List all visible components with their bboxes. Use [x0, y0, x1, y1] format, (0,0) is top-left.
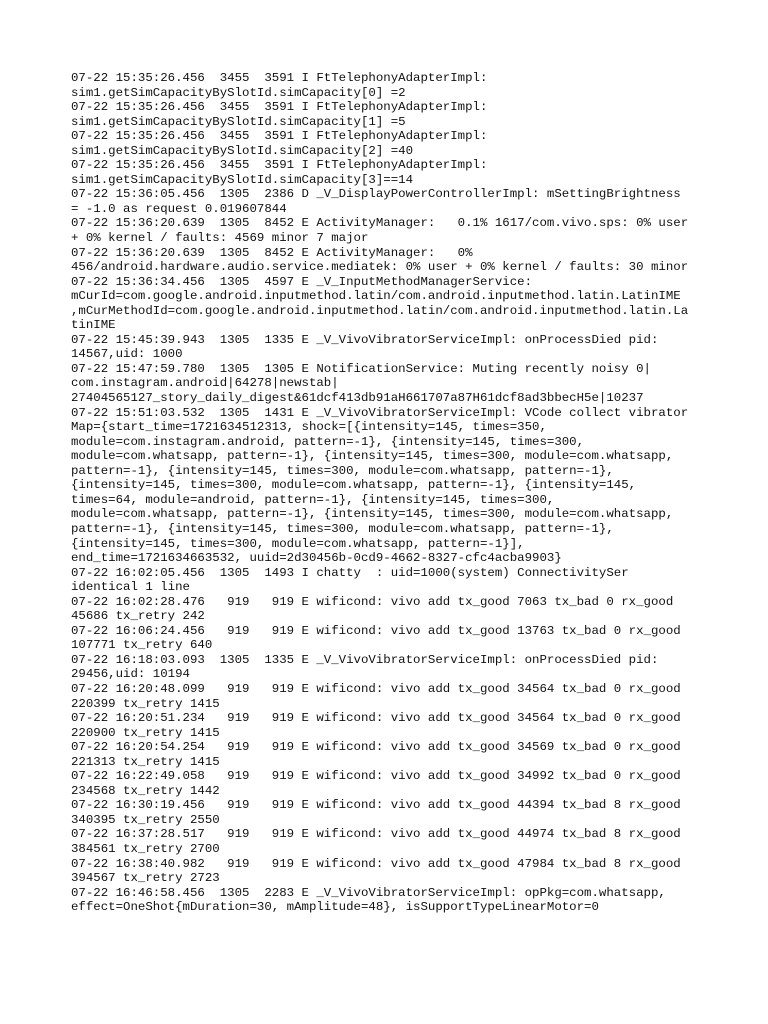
log-line: 27404565127_story_daily_digest&61dcf413db91aH661707a87H61dcf8ad3bbecH5e|10237 — [71, 391, 644, 406]
log-line: 220900 tx_retry 1415 — [71, 725, 220, 740]
log-line: 07-22 16:46:58.456 1305 2283 E _V_VivoVibratorServiceImpl: opPkg=com.whatsapp, — [71, 885, 666, 900]
log-line: {intensity=145, times=300, module=com.whatsapp, pattern=-1}, {intensity=145, — [71, 478, 637, 493]
log-line: 07-22 15:35:26.456 3455 3591 I FtTelephonyAdapterImpl: — [71, 100, 488, 115]
log-line: mCurId=com.google.android.inputmethod.latin/com.android.inputmethod.latin.LatinIME — [71, 289, 681, 304]
log-line: pattern=-1}, {intensity=145, times=300, module=com.whatsapp, pattern=-1}, — [71, 463, 614, 478]
log-line: module=com.whatsapp, pattern=-1}, {intensity=145, times=300, module=com.whatsapp, — [71, 449, 674, 464]
log-line: 07-22 15:36:20.639 1305 8452 E ActivityManager: 0% — [71, 245, 473, 260]
log-line: 07-22 16:06:24.456 919 919 E wificond: vivo add tx_good 13763 tx_bad 0 rx_good — [71, 623, 681, 638]
log-line: = -1.0 as request 0.019607844 — [71, 201, 287, 216]
log-line: sim1.getSimCapacityBySlotId.simCapacity[1] =5 — [71, 114, 406, 129]
log-line: 07-22 16:20:54.254 919 919 E wificond: vivo add tx_good 34569 tx_bad 0 rx_good — [71, 740, 681, 755]
log-line: 234568 tx_retry 1442 — [71, 783, 220, 798]
log-line: Map={start_time=1721634512313, shock=[{intensity=145, times=350, — [71, 420, 547, 435]
log-line: sim1.getSimCapacityBySlotId.simCapacity[2] =40 — [71, 143, 414, 158]
log-line: 07-22 15:35:26.456 3455 3591 I FtTelephonyAdapterImpl: — [71, 158, 488, 173]
log-line: 07-22 15:51:03.532 1305 1431 E _V_VivoVibratorServiceImpl: VCode collect vibrator — [71, 405, 689, 420]
log-line: 07-22 16:38:40.982 919 919 E wificond: vivo add tx_good 47984 tx_bad 8 rx_good — [71, 856, 681, 871]
log-line: 07-22 15:36:34.456 1305 4597 E _V_InputMethodManagerService: — [71, 274, 533, 289]
log-line: end_time=1721634663532, uuid=2d30456b-0cd9-4662-8327-cfc4acba9903} — [71, 551, 562, 566]
log-line: 384561 tx_retry 2700 — [71, 841, 220, 856]
log-line: sim1.getSimCapacityBySlotId.simCapacity[0] =2 — [71, 85, 406, 100]
log-line: + 0% kernel / faults: 4569 minor 7 major — [71, 231, 369, 246]
log-line: identical 1 line — [71, 580, 190, 595]
log-line: 340395 tx_retry 2550 — [71, 812, 220, 827]
log-line: pattern=-1}, {intensity=145, times=300, module=com.whatsapp, pattern=-1}, — [71, 521, 614, 536]
log-line: 07-22 16:30:19.456 919 919 E wificond: vivo add tx_good 44394 tx_bad 8 rx_good — [71, 798, 681, 813]
log-line: 07-22 16:20:48.099 919 919 E wificond: vivo add tx_good 34564 tx_bad 0 rx_good — [71, 681, 681, 696]
log-line: 07-22 16:02:05.456 1305 1493 I chatty : uid=1000(system) ConnectivitySer — [71, 565, 629, 580]
log-line: 07-22 15:35:26.456 3455 3591 I FtTelephonyAdapterImpl: — [71, 129, 488, 144]
log-line: 29456,uid: 10194 — [71, 667, 190, 682]
log-line: sim1.getSimCapacityBySlotId.simCapacity[3]==14 — [71, 172, 414, 187]
log-line: module=com.whatsapp, pattern=-1}, {intensity=145, times=300, module=com.whatsapp, — [71, 507, 674, 522]
log-line: 456/android.hardware.audio.service.mediatek: 0% user + 0% kernel / faults: 30 minor — [71, 260, 689, 275]
log-line: {intensity=145, times=300, module=com.whatsapp, pattern=-1}], — [71, 536, 525, 551]
log-line: com.instagram.android|64278|newstab| — [71, 376, 339, 391]
log-line: 07-22 16:02:28.476 919 919 E wificond: vivo add tx_good 7063 tx_bad 0 rx_good — [71, 594, 674, 609]
log-line: module=com.instagram.android, pattern=-1}, {intensity=145, times=300, — [71, 434, 585, 449]
log-line: 107771 tx_retry 640 — [71, 638, 213, 653]
log-line: 07-22 15:47:59.780 1305 1305 E NotificationService: Muting recently noisy 0| — [71, 361, 651, 376]
log-line: 07-22 16:37:28.517 919 919 E wificond: vivo add tx_good 44974 tx_bad 8 rx_good — [71, 827, 681, 842]
log-line: 07-22 15:45:39.943 1305 1335 E _V_VivoVibratorServiceImpl: onProcessDied pid: — [71, 332, 659, 347]
log-line: ,mCurMethodId=com.google.android.inputmethod.latin/com.android.inputmethod.latin.La — [71, 303, 689, 318]
log-line: 14567,uid: 1000 — [71, 347, 183, 362]
log-line: 220399 tx_retry 1415 — [71, 696, 220, 711]
log-line: 07-22 15:36:05.456 1305 2386 D _V_DisplayPowerControllerImpl: mSettingBrightness — [71, 187, 681, 202]
log-line: 45686 tx_retry 242 — [71, 609, 205, 624]
log-line: 07-22 15:36:20.639 1305 8452 E ActivityManager: 0.1% 1617/com.vivo.sps: 0% user — [71, 216, 689, 231]
log-line: 221313 tx_retry 1415 — [71, 754, 220, 769]
log-line: times=64, module=android, pattern=-1}, {intensity=145, times=300, — [71, 492, 555, 507]
log-text-block — [71, 71, 701, 915]
log-line: 07-22 15:35:26.456 3455 3591 I FtTelephonyAdapterImpl: — [71, 71, 488, 85]
log-line: 07-22 16:18:03.093 1305 1335 E _V_VivoVibratorServiceImpl: onProcessDied pid: — [71, 652, 659, 667]
log-line: 07-22 16:22:49.058 919 919 E wificond: vivo add tx_good 34992 tx_bad 0 rx_good — [71, 769, 681, 784]
log-line: 394567 tx_retry 2723 — [71, 871, 220, 886]
log-line: 07-22 16:20:51.234 919 919 E wificond: vivo add tx_good 34564 tx_bad 0 rx_good — [71, 711, 681, 726]
log-line: tinIME — [71, 318, 116, 333]
log-line: effect=OneShot{mDuration=30, mAmplitude=48}, isSupportTypeLinearMotor=0 — [71, 900, 599, 915]
